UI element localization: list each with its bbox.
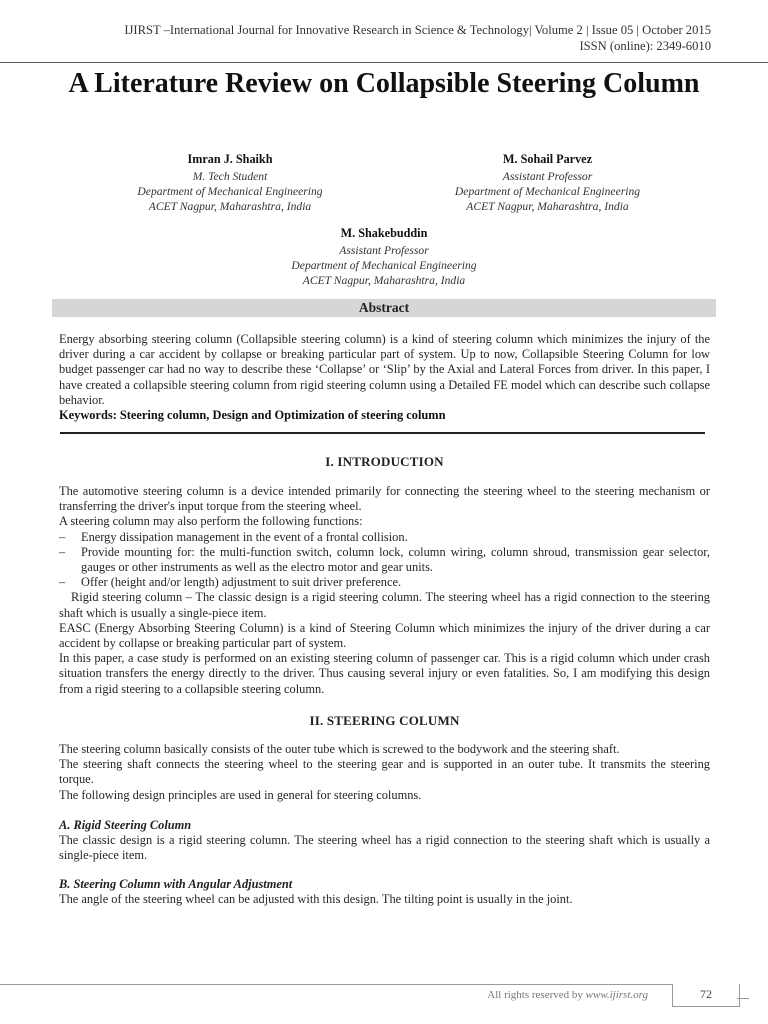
page-box-tick xyxy=(737,998,749,999)
author-institution: ACET Nagpur, Maharashtra, India xyxy=(466,200,629,213)
subsection-heading-rigid: A. Rigid Steering Column xyxy=(59,818,192,832)
list-item-text: Provide mounting for: the multi-function switch, column lock, column wiring, column shroud, transmission gear selector, gauges or other instruments as well as the electro motor and gear units. xyxy=(81,544,710,575)
author-institution: ACET Nagpur, Maharashtra, India xyxy=(302,274,466,287)
journal-header xyxy=(124,22,711,54)
footer-rights xyxy=(440,989,648,1001)
footer-divider xyxy=(0,984,672,985)
keywords: Keywords: Steering column, Design and Optimization of steering column xyxy=(59,408,446,423)
list-item-text: Energy dissipation management in the event of a frontal collision. xyxy=(81,529,408,544)
paragraph: A steering column may also perform the following functions: xyxy=(59,514,363,529)
abstract-divider xyxy=(60,432,705,434)
author-block-1 xyxy=(100,152,360,214)
page-number: 72 xyxy=(672,984,740,1007)
author-block-3 xyxy=(254,226,514,288)
author-role: M. Tech Student xyxy=(192,170,268,183)
author-institution: ACET Nagpur, Maharashtra, India xyxy=(148,200,312,213)
section-heading-introduction: I. INTRODUCTION xyxy=(325,454,444,469)
paragraph: Rigid steering column – The classic design is a rigid steering column. The steering wheel has a rigid connection to the steering shaft which is usually a single-piece item. xyxy=(59,590,710,620)
author-name: M. Shakebuddin xyxy=(340,226,428,240)
author-role: Assistant Professor xyxy=(502,170,593,183)
journal-line: IJIRST –International Journal for Innovative Research in Science & Technology| Volume 2 | Issue 05 | October 2015 xyxy=(124,23,711,37)
paper-title: A Literature Review on Collapsible Steering Column xyxy=(68,68,700,99)
author-block-2 xyxy=(415,152,680,214)
author-name: M. Sohail Parvez xyxy=(502,152,593,166)
list-item-text: Offer (height and/or length) adjustment to suit driver preference. xyxy=(81,575,402,590)
header-divider xyxy=(0,62,768,63)
paragraph: The steering shaft connects the steering wheel to the steering gear and is supported in an outer tube. It transmits the steering torque. xyxy=(59,757,710,787)
list-item xyxy=(59,545,710,575)
introduction-body xyxy=(59,484,710,697)
abstract-text: Energy absorbing steering column (Collapsible steering column) is a kind of steering column which minimizes the injury of the driver during a car accident by collapse or breaking particular part of system. Up to now, Collapsible Steering Column for low budget passenger car had no way to describe these ‘Collapse’ or ‘Slip’ by the Axial and Lateral Forces from driver. In this paper, I have created a collapsible steering column from rigid steering column using a Detailed FE model which can describe such collapse behavior. xyxy=(59,332,710,407)
subsection-rigid-text: The classic design is a rigid steering column. The steering wheel has a rigid connection to the steering shaft which is usually a single-piece item. xyxy=(59,833,710,863)
paragraph: The automotive steering column is a device intended primarily for connecting the steering wheel to the steering mechanism or transferring the driver's input torque from the steering wheel. xyxy=(59,484,710,514)
author-name: Imran J. Shaikh xyxy=(187,152,273,166)
steering-column-body xyxy=(59,742,710,803)
bullet-dash: – xyxy=(59,544,66,559)
subsection-angular-text: The angle of the steering wheel can be adjusted with this design. The tilting point is usually in the joint. xyxy=(59,892,573,906)
paragraph: The steering column basically consists of the outer tube which is screwed to the bodywork and the steering shaft. xyxy=(59,742,620,756)
site-link[interactable]: www.ijirst.org xyxy=(585,989,648,1001)
list-item xyxy=(59,575,710,590)
list-item xyxy=(59,530,710,545)
bullet-dash: – xyxy=(59,529,66,544)
abstract-heading: Abstract xyxy=(52,299,716,317)
paragraph: EASC (Energy Absorbing Steering Column) is a kind of Steering Column which minimizes the injury of the driver during a car accident by collapse or breaking particular part of system. xyxy=(59,620,710,651)
issn-line: ISSN (online): 2349-6010 xyxy=(579,39,711,53)
paragraph: In this paper, a case study is performed on an existing steering column of passenger car. This is a rigid column which under crash situation transfers the energy directly to the driver. Thus causing several injury or even fatalities. So, I am modifying this design from a rigid steering to a collapsible steering column. xyxy=(59,651,710,696)
author-role: Assistant Professor xyxy=(339,244,429,257)
subsection-heading-angular: B. Steering Column with Angular Adjustment xyxy=(59,877,293,891)
rights-text: All rights reserved by xyxy=(487,989,583,1001)
section-heading-steering-column: II. STEERING COLUMN xyxy=(309,713,460,728)
paragraph: The following design principles are used in general for steering columns. xyxy=(59,787,422,802)
author-department: Department of Mechanical Engineering xyxy=(291,259,477,272)
bullet-dash: – xyxy=(59,575,66,590)
author-department: Department of Mechanical Engineering xyxy=(137,185,323,198)
author-department: Department of Mechanical Engineering xyxy=(454,185,641,198)
abstract-body xyxy=(59,332,710,423)
